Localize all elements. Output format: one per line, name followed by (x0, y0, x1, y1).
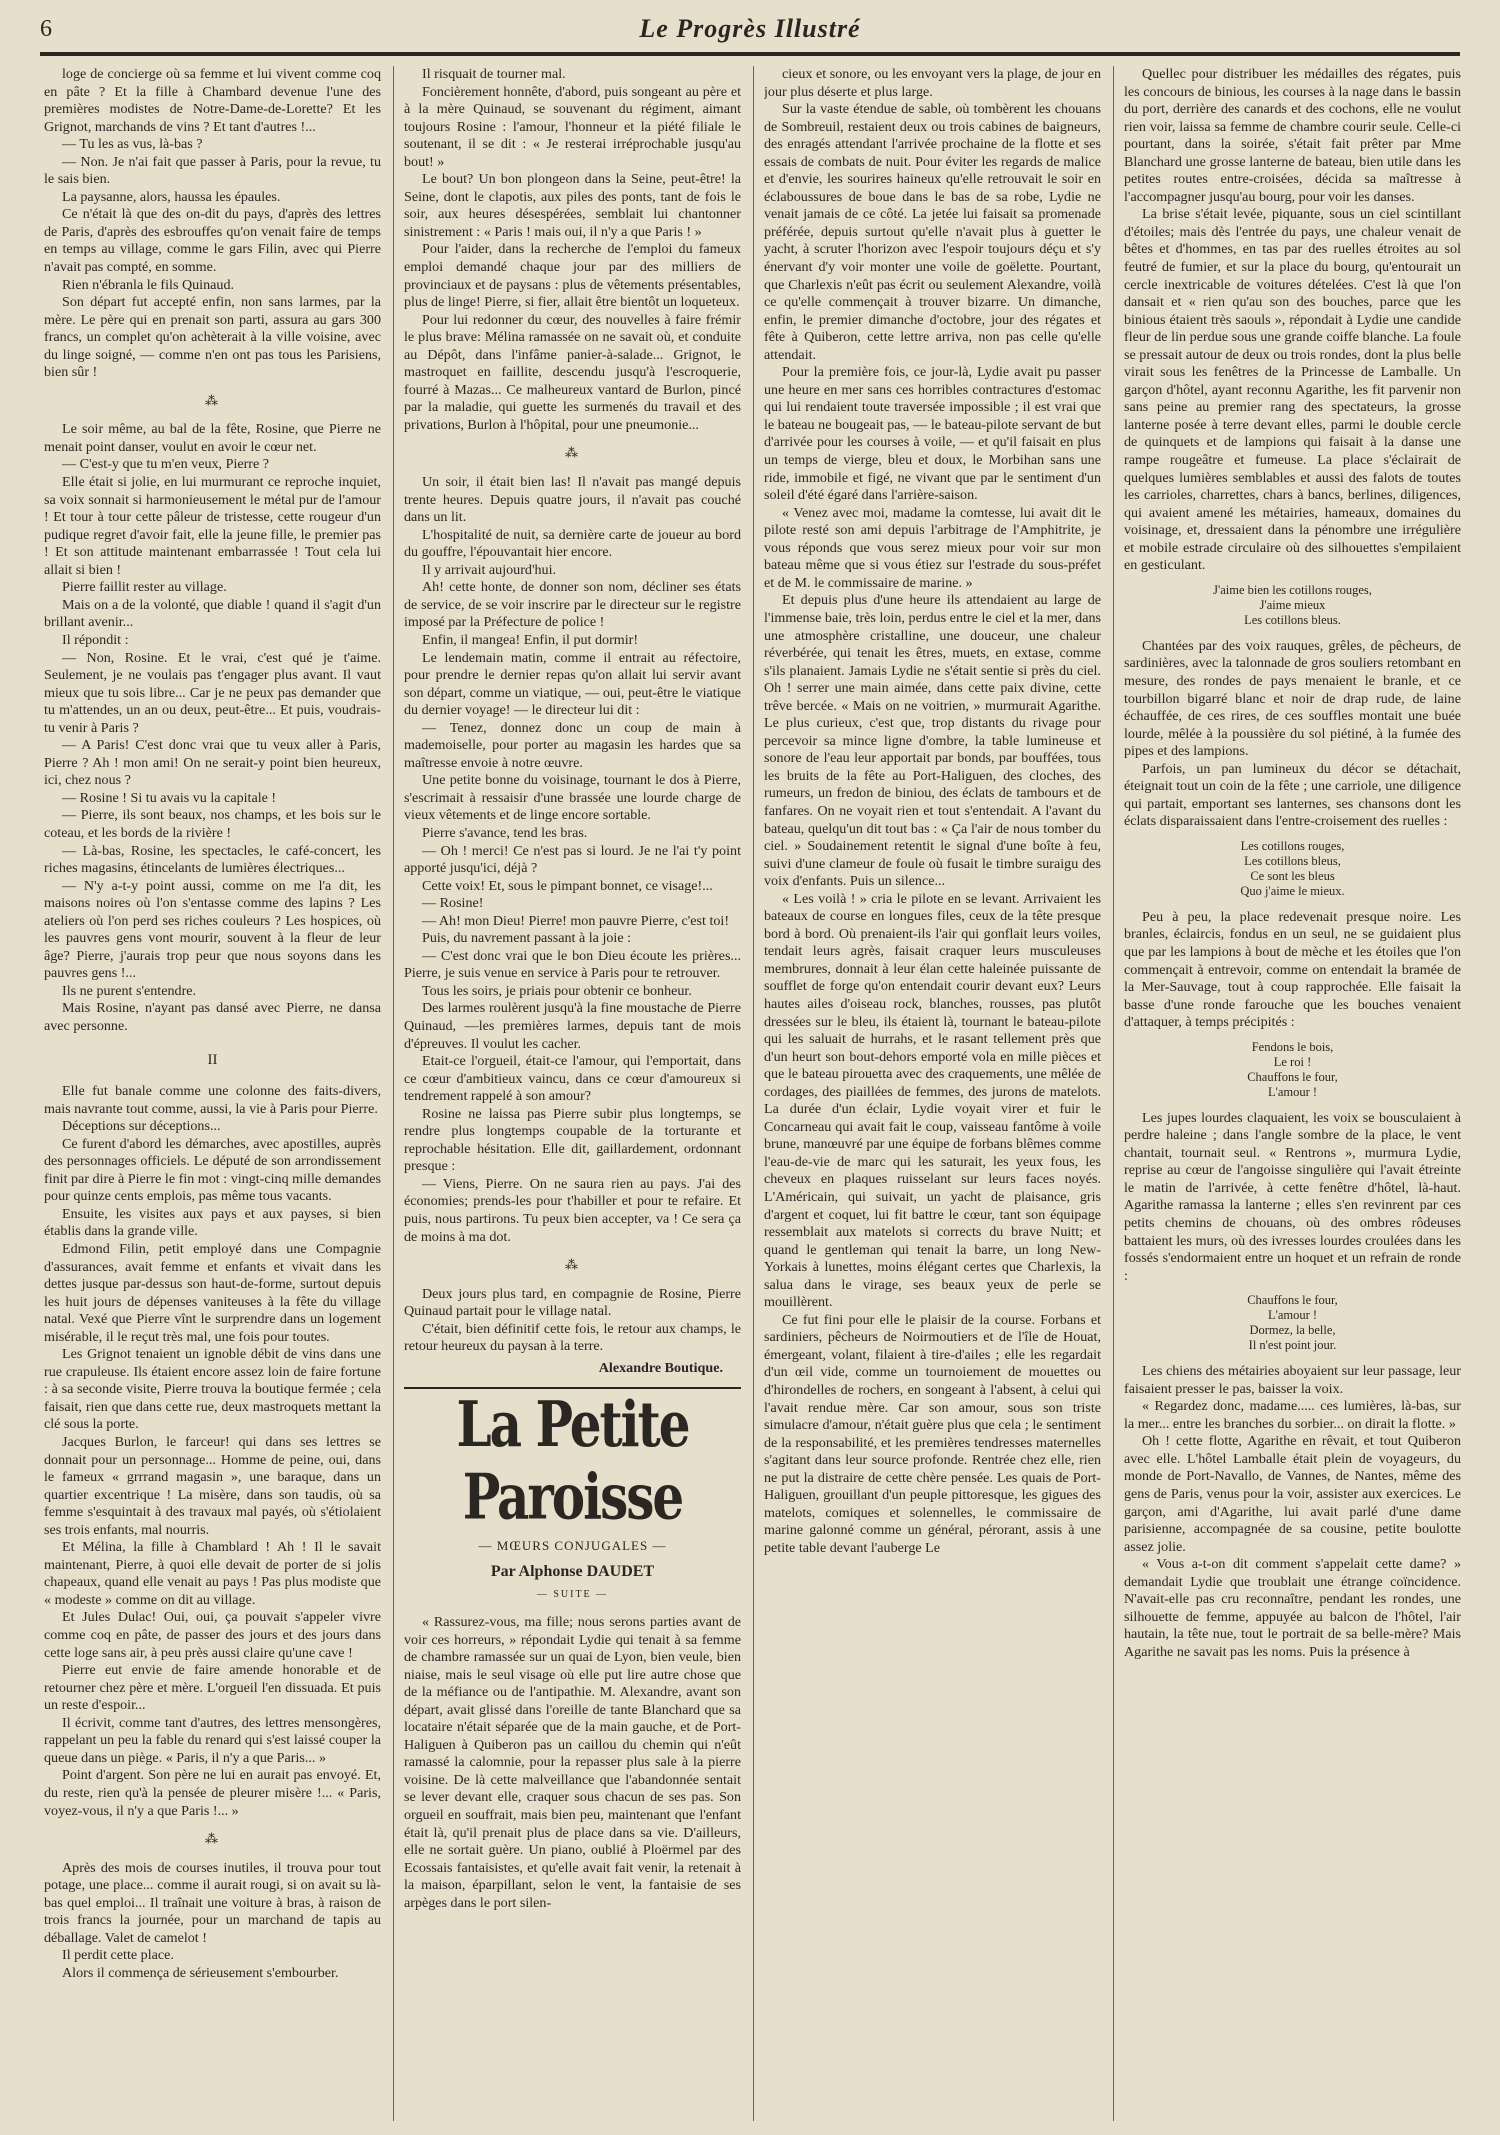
author-signature: Alexandre Boutique. (598, 1359, 723, 1376)
paragraph: Pour lui redonner du cœur, des nouvelles à faire frémir le plus brave: Mélina ramassée on ne savait où, et conduite au Dépôt, dans l'infâme panier-à-salade... Grignot, le mastroquet en faillite, descendu jusqu'à l'escroquerie, fourré à Mazas... Ce malheureux vantard de Burlon, pincé par la maladie, qui guette les surmenés du travail et des privations, Burlon à l'hôpital, pour une pneumonie... (404, 311, 741, 433)
paragraph: Et Jules Dulac! Oui, oui, ça pouvait s'appeler vivre comme coq en pâte, de passer des jours et des jours dans cette loge sans air, à peu près aussi claire qu'une cave ! (44, 1609, 381, 1661)
paragraph: Pierre faillit rester au village. (62, 579, 227, 596)
paragraph: « Les voilà ! » cria le pilote en se levant. Arrivaient les bateaux de course en longues files, ceux de la tête presque bord à bord. Où prenaient-ils l'air qui gonflait leurs voiles, tendait leurs agrès, faisait craquer leurs musculeuses membrures, donnait à leur élan cette haleinée puissante de soufflet de forge qu'on entendait courir devant eux? Leurs hautes ailes d'oiseau rock, blanches, rousses, pas plutôt dressées sur le bleu, ils étaient là, tournant le bateau-pilote qui les saluait de hurrahs, et le rasant tellement près que d'un heurt son bout-dehors emporté vola en mille pièces et que le bateau pirouetta avec des craquements, une mêlée de cordages, des piaillées de femmes, des jurons de matelots. La durée d'un éclair, Lydie voyait virer et fuir le Concarneau qui avait fait le coup, vaisseau fantôme à voile brune, manœuvré par une équipe de forbans blêmes comme l'eau-de-vie de marc qui les saturait, les yeux fous, les cheveux en plaques ruisselant sur leurs faces noyés. L'Américain, qui suivait, un yacht de plaisance, gris d'argent et coquet, lui fit battre le cœur, tant son équipage ressemblait aux matelots si corrects du brave Nuitt; et quand le gentleman qui tenait la barre, un long New-Yorkais à lunettes, moins élégant certes que Charlexis, la salua dans le virage, ses beaux yeux de perle se mouillèrent. (764, 890, 1101, 1311)
paragraph: Foncièrement honnête, d'abord, puis songeant au père et à la mère Quinaud, se souvenant du régiment, aimant toujours Rosine : l'amour, l'honneur et la piété filiale le soutenant, il se dit : « Je resterai irréprochable jusqu'au bout! » (404, 83, 741, 170)
verse-line: Dormez, la belle, (1249, 1323, 1336, 1338)
column-3 (764, 66, 1101, 2121)
paragraph: Pour la première fois, ce jour-là, Lydie avait pu passer une heure en mer sans ces horribles contractures d'estomac qui lui rendaient toute traversée impossible ; il est vrai que le bateau ne bougeait pas, — le bateau-pilote servant de but d'arrivée pour les courses à voile, — et qu'il faisait en plus un temps de vierge, bleu et doux, le Morbihan sans une ride, immobile et figé, ne vivant que par le sentiment d'un soleil d'été égaré dans l'arrière-saison. (764, 364, 1101, 504)
feuilleton-subtitle: — MŒURS CONJUGALES — (478, 1538, 667, 1554)
paragraph: — Non, Rosine. Et le vrai, c'est qué je t'aime. Seulement, je ne voulais pas t'engager plus avant. Il vaut mieux que tu sois libre... Car je ne peux pas demander que tu m'attendes, un an ou deux, peut-être... Et puis, voudrais-tu venir à Paris ? (44, 649, 381, 736)
paragraph: Cette voix! Et, sous le pimpant bonnet, ce visage!... (422, 877, 713, 894)
paragraph: Le soir même, au bal de la fête, Rosine, que Pierre ne menait point danser, voulut en avoir le cœur net. (44, 421, 381, 455)
verse-line: Ce sont les bleus (1250, 868, 1335, 883)
paragraph: Elle fut banale comme une colonne des faits-divers, mais navrante tout comme, aussi, la vie à Paris pour Pierre. (44, 1083, 381, 1117)
song-verse (1124, 583, 1461, 628)
paragraph: Une petite bonne du voisinage, tournant le dos à Pierre, s'escrimait à ressaisir d'une brassée une lourde charge de vieux vêtements et de linge encore sortable. (404, 772, 741, 824)
paragraph: — C'est donc vrai que le bon Dieu écoute les prières... Pierre, je suis venue en service à Paris pour te retrouver. (404, 947, 741, 982)
paragraph: Ce n'était là que des on-dit du pays, d'après des lettres de Paris, d'après des esbrouffes qu'on venait faire de temps en temps au village, comme le gars Filin, avec qui Pierre n'avait pas compté, en somme. (44, 206, 381, 276)
header-rule (40, 52, 1460, 56)
paragraph: Il répondit : (62, 631, 129, 648)
verse-line: Chauffons le four, (1247, 1293, 1338, 1308)
paragraph: — C'est-y que tu m'en veux, Pierre ? (62, 456, 270, 473)
paragraph: « Regardez donc, madame..... ces lumières, là-bas, sur la mer... entre les branches du sorbier... on dirait la flotte. » (1124, 1398, 1461, 1432)
story-part-2 (44, 421, 381, 1035)
column-4 (1124, 66, 1461, 2121)
paragraph: — Oh ! merci! Ce n'est pas si lourd. Je ne l'ai t'y point apporté jusqu'ici, déjà ? (404, 842, 741, 877)
paragraph: Ensuite, les visites aux pays et aux payses, si bien établis dans la grande ville. (44, 1205, 381, 1240)
paragraph: — Non. Je n'ai fait que passer à Paris, pour la revue, tu le sais bien. (44, 153, 381, 188)
paragraph: — Pierre, ils sont beaux, nos champs, et les bois sur le coteau, et les bords de la rivière ! (44, 807, 381, 841)
page-header (40, 10, 1460, 54)
paragraph: La paysanne, alors, haussa les épaules. (62, 188, 281, 205)
verse-line: Fendons le bois, (1251, 1039, 1334, 1054)
paragraph: Il risquait de tourner mal. (422, 66, 566, 82)
paragraph: Oh ! cette flotte, Agarithe en rêvait, et tout Quiberon avec elle. L'hôtel Lamballe était plein de voyageurs, du monde de Port-Navallo, de Vannes, de Nantes, même des gens de Paris, venus pour la voir, assister aux exercices. Le garçon, ami d'Agarithe, lui avait parlé d'une dame parisienne, accompagnée de sa cousine, petite boulotte assez jolie. (1124, 1433, 1461, 1555)
verse-line: L'amour ! (1267, 1308, 1318, 1323)
column-rule (753, 66, 754, 2121)
paragraph: Edmond Filin, petit employé dans une Compagnie d'assurances, avait femme et enfants et vivait dans les dettes jusque par-dessus son haut-de-forme, surtout depuis les huit jours de dépenses vaniteuses à la fête du village natal. Vexé que Pierre vînt le surprendre dans un logement misérable, il le reçut très mal, une fois pour toutes. (44, 1241, 381, 1345)
page-number: 6 (40, 16, 52, 42)
paragraph: Ce fut fini pour elle le plaisir de la course. Forbans et sardiniers, pêcheurs de Noirmoutiers et de l'île de Houat, émergeant, volant, filaient à tire-d'ailes ; elle les regardait d'un œil vide, comme un tournoiement de mouettes ou d'hirondelles de rochers, en songeant à l'absent, à celui qui l'avait rendue mère. Car son amour, sous son triste simulacre d'amour, n'était guère plus que cela ; le sentiment de la responsabilité, et les premières tendresses maternelles s'agitant dans leur source profonde. Rentrée chez elle, rien ne put la distraire de cette chère pensée. Les quais de Port-Haliguen, grouillant d'un peuple pittoresque, les gigues des matelots, comiques et solennelles, le commissaire de marine galonné comme un général, pérorant, assis à une petite table devant l'auberge Le (764, 1311, 1101, 1556)
verse-line: Les cotillons bleus, (1244, 853, 1341, 868)
paragraph: Il y arrivait aujourd'hui. (422, 561, 557, 578)
paragraph: Le lendemain matin, comme il entrait au réfectoire, pour prendre le dernier repas qu'on allait lui servir avant son départ, comme un viatique, — oui, peut-être le viatique du dernier voyage! — le directeur lui dit : (404, 649, 741, 719)
paragraph: Rien n'ébranla le fils Quinaud. (62, 276, 235, 293)
paragraph: Enfin, il mangea! Enfin, il put dormir! (422, 631, 639, 648)
section-stars: ⁂ (565, 445, 580, 461)
paragraph: Peu à peu, la place redevenait presque noire. Les branles, éclaircis, fondus en un seul, ne se guidaient plus que par les lampions à bout de mèche et les étoiles que l'on commençait à entrevoir, comme on entendait la bramée de la Mer-Sauvage, tout à coup rapprochée. Elle faisait la basse d'une ronde farouche que les bouches venaient d'attaquer, à temps précipités : (1124, 908, 1461, 1031)
paragraph: L'hospitalité de nuit, sa dernière carte de joueur au bord du gouffre, l'épouvantait hier encore. (404, 526, 741, 561)
paragraph: loge de concierge où sa femme et lui vivent comme coq en pâte ? Et la fille à Chambard devenue l'une des premières modistes de Notre-Dame-de-Lorette? Et les Grignot, marchands de vins ? Et tant d'autres !... (44, 66, 381, 135)
feuilleton-text (404, 1614, 741, 1912)
paragraph: Son départ fut accepté enfin, non sans larmes, par la mère. Le père qui en prenait son parti, assura au gars 300 francs, un complet qu'on achèterait à la ville voisine, avec du linge soigné, — comme n'en ont pas tous les Parisiens, bien sûr ! (44, 294, 381, 381)
verse-line: Les cotillons bleus. (1244, 612, 1341, 627)
paragraph: Ce furent d'abord les démarches, avec apostilles, auprès des personnages officiels. Le député de son arrondissement finit par dire à Pierre le fin mot : vingt-cinq mille demandes pour quinze cents emplois, pas même tous vacants. (44, 1135, 381, 1205)
paragraph: Sur la vaste étendue de sable, où tombèrent les chouans de Sombreuil, restaient deux ou trois cabines de baigneurs, des enragés attendant l'arrivée prochaine de la flotte et ses essais de combats de nuit. Pour éviter les regards de malice et d'envie, les sourires haineux qu'elle retrouvait le soir en éclaboussures de boue dans le bas de sa robe, Lydie ne venait jamais de ce côté. La jetée lui faisait sa promenade préférée, depuis surtout qu'elle n'avait plus à guetter le yacht, à scruter l'horizon avec l'espoir toujours déçu et s'y énervant d'y voir monter une voile de goëlette. Pourtant, que Charlexis n'eût pas écrit ou seulement Alexandre, voilà ce qu'elle commençait à trouver bizarre. Un dimanche, enfin, le premier dimanche d'octobre, jour des régates et fête à Quiberon, cette lettre arriva, non pas celle qu'elle attendait. (764, 101, 1101, 363)
section-stars: ⁂ (205, 392, 220, 408)
paragraph: Et Mélina, la fille à Chamblard ! Ah ! Il le savait maintenant, Pierre, à quoi elle devait de porter de si jolis chapeaux, quand elle venait au pays ! Pas plus modiste que « modeste » comme on dit au village. (44, 1539, 381, 1608)
paragraph: Un soir, il était bien las! Il n'avait pas mangé depuis trente heures. Depuis quatre jours, il n'avait pas couché dans un lit. (404, 474, 741, 526)
verse-line: Les cotillons rouges, (1240, 838, 1345, 853)
column-rule (393, 66, 394, 2121)
paragraph: — Rosine ! Si tu avais vu la capitale ! (62, 789, 277, 806)
paragraph: Les Grignot tenaient un ignoble débit de vins dans une rue crapuleuse. Ils étaient encore assez loin de faire fortune : à sa seconde visite, Pierre trouva la boutique fermée ; cela faisait, rien que dans cette rue, deux mastroquets mettant la clé sous la porte. (44, 1346, 381, 1433)
paragraph: — N'y a-t-y point aussi, comme on me l'a dit, les maisons noires où l'on s'entasse comme des lapins ? Les ateliers où l'on perd ses riches couleurs ? Les hospices, où les pauvres gens vont mourir, souvent à la fleur de leur âge? Pierre, j'aurais trop peur que nous soyons dans les pauvres gens !... (44, 877, 381, 982)
paragraph: cieux et sonore, ou les envoyant vers la plage, de jour en jour plus déserte et plus large. (764, 66, 1101, 100)
paragraph: Rosine ne laissa pas Pierre subir plus longtemps, se rendre plus longtemps coupable de la torturante et reprochable hésitation. Elle dit, gaillardement, ordonnant presque : (404, 1105, 741, 1175)
feuilleton-suite: — SUITE — (536, 1589, 609, 1601)
verse-line: Quo j'aime le mieux. (1240, 883, 1345, 898)
paragraph: Alors il commença de sérieusement s'embourber. (62, 1964, 339, 1981)
paragraph: C'était, bien définitif cette fois, le retour aux champs, le retour heureux du paysan à la terre. (404, 1320, 741, 1355)
song-verse (1124, 1293, 1461, 1353)
paragraph: « Vous a-t-on dit comment s'appelait cette dame? » demandait Lydie que troublait une étrange coïncidence. N'avait-elle pas cru reconnaître, pendant les rondes, une silhouette de femme, appuyée au balcon de l'hôtel, l'air hautain, la tête nue, tout le portrait de sa belle-mère? Mais Agarithe ne savait pas les noms. Puis la présence à (1124, 1556, 1461, 1660)
paragraph: — A Paris! C'est donc vrai que tu veux aller à Paris, Pierre ? Ah ! mon ami! On ne serait-y point bien heureux, ici, chez nous ? (44, 737, 381, 789)
story-part-5 (404, 66, 741, 434)
paragraph: Des larmes roulèrent jusqu'à la fine moustache de Pierre Quinaud, —les premières larmes, depuis tant de mois d'épreuves. Il voulut les cacher. (404, 1000, 741, 1052)
story-part-7 (404, 1286, 741, 1356)
column-rule (1113, 66, 1114, 2121)
paragraph: Tous les soirs, je priais pour obtenir ce bonheur. (422, 982, 692, 999)
song-verse (1124, 839, 1461, 899)
masthead: Le Progrès Illustré (639, 14, 861, 43)
paragraph: — Tenez, donnez donc un coup de main à mademoiselle, pour porter au magasin les hardes que sa maîtresse envoie à notre œuvre. (404, 719, 741, 771)
feuilleton-author: Par Alphonse DAUDET (490, 1562, 655, 1580)
section-number: II (207, 1051, 218, 1068)
paragraph: Pierre s'avance, tend les bras. (422, 824, 588, 841)
paragraph: Les chiens des métairies aboyaient sur leur passage, leur faisaient presser le pas, baisser la voix. (1124, 1363, 1461, 1397)
paragraph: Le bout? Un bon plongeon dans la Seine, peut-être! la Seine, dont le clapotis, aux piles des ponts, tant de fois le soir, aux heures désespérées, semblait lui chantonner sinistrement : « Paris ! mais oui, il n'y a que Paris ! » (404, 171, 741, 240)
paragraph: Pierre eut envie de faire amende honorable et de retourner chez père et mère. L'orgueil l'en dissuada. Et puis un reste d'espoir... (44, 1662, 381, 1714)
column-2 (404, 66, 741, 2121)
song-verse (1124, 1040, 1461, 1100)
feuilleton-title: La Petite Paroisse (456, 1387, 689, 1534)
story-part-4 (44, 1860, 381, 1983)
verse-line: J'aime mieux (1259, 597, 1326, 612)
paragraph: Il écrivit, comme tant d'autres, des lettres mensongères, rappelant un peu la fable du renard qui s'est laissé couper la queue dans un piège. « Paris, il n'y a que Paris... » (44, 1714, 381, 1766)
paragraph: — Là-bas, Rosine, les spectacles, le café-concert, les riches magasins, étincelants de lumières électriques... (44, 842, 381, 877)
paragraph: Jacques Burlon, le farceur! qui dans ses lettres se donnait pour un personnage... Homme de peine, oui, dans le fameux « grrrand magasin », une baraque, dans un quartier excentrique ! La misère, dans son taudis, où sa femme s'esquintait à des travaux mal payés, où s'étiolaient ses trois enfants, mal nourris. (44, 1434, 381, 1538)
section-stars: ⁂ (205, 1831, 220, 1847)
verse-line: J'aime bien les cotillons rouges, (1213, 582, 1372, 597)
paragraph: — Viens, Pierre. On ne saura rien au pays. J'ai des économies; prends-les pour t'habiller et pour te refaire. Et puis, nous partirons. Tu peux bien accepter, va ! Ce sera ça de moins à ma dot. (404, 1175, 741, 1245)
paragraph: Pour l'aider, dans la recherche de l'emploi du fameux emploi demandé chaque jour par des milliers de provinciaux et de paysans : plus de vêtements présentables, plus de linge! Pierre, si fier, allait être bientôt un loqueteux. (404, 241, 741, 311)
paragraph: La brise s'était levée, piquante, sous un ciel scintillant d'étoiles; mais dès l'entrée du pays, une chaleur venait de bêtes et d'hommes, en tas par des ruelles étroites au sol feutré de fumier, et sur la place du bourg, qu'entourait un cercle inextricable de voitures dételées. C'est là que l'on dansait et « rien qu'au son des bouches, parce que les binious étaient très saouls », répondait à Lydie une candide fleur de lin perdue sous une grande coiffe blanche. La foule se pressait autour de deux ou trois rondes, dont la plus belle virait sous les fenêtres de la Princesse de Lamballe. Un garçon d'hôtel, ayant reconnu Agarithe, les fit parvenir non sans peine au premier rang des spectateurs, la grosse lanterne posée à terre devant elles, parmi le double cercle de quinquets et de lampions qui faisait à la danse une rampe rougeâtre et fumeuse. La place s'éclairait de quelques lumières semblables et aussi des falots de toutes les carrioles, charrettes, chars à bancs, berlines, diligences, qui avaient amené les métairies, hameaux, domaines du voisinage, et, dressaient dans la pénombre une irrégulière et mobile estrade circulaire où des silhouettes s'empilaient en gesticulant. (1124, 206, 1461, 574)
paragraph: « Venez avec moi, madame la comtesse, lui avait dit le pilote resté son ami depuis l'arbitrage de l'Amphitrite, je vous réponds que vous serez mieux pour voir sur mon bateau même que si vous étiez sur l'estrade du sous-préfet et de M. le commissaire de marine. » (764, 504, 1101, 591)
paragraph: — Tu les as vus, là-bas ? (62, 136, 203, 153)
paragraph: Déceptions sur déceptions... (62, 1118, 221, 1135)
paragraph: Mais on a de la volonté, que diable ! quand il s'agit d'un brillant avenir... (44, 596, 381, 631)
paragraph: Chantées par des voix rauques, grêles, de pêcheurs, de sardinières, avec la talonnade de gros souliers retombant en mesure, des rondes de pays menaient le branle, et ce tourbillon bigarré blanc et noir de drap rude, de laine échauffée, de ces rires, de ces souffles montait une buée lourde, mêlée à la poussière du sol piétiné, à la fumée des pipes et des lampions. (1124, 637, 1461, 760)
paragraph: « Rassurez-vous, ma fille; nous serons parties avant de voir ces horreurs, » répondait Lydie qui tenait à sa femme de chambre ramassée sur un quai de Lyon, bien veule, bien niaise, mais le seul visage où elle put lire autre chose que de la méfiance ou de l'antipathie. M. Alexandre, avant son départ, avait glissé dans l'oreille de tante Blanchard que sa locataire n'était séparée que de la main gauche, et de Port-Haliguen à Quiberon pas un caillou du chemin qui n'eût ramassé la calomnie, pour la repasser plus sale à la pierre voisine. De là cette malveillance que l'abandonnée sentait se lever devant elle, craquer sous chacun de ses pas. Son orgueil en souffrait, mais bien peu, maintenant que l'enfant était là, qu'il prenait plus de place dans sa vie. D'ailleurs, elle ne sortait guère. Un piano, oublié à Ploërmel par des Ecossais fantaisistes, et qu'elle avait fait venir, la retenait à la maison, éparpillant, selon le vent, la fantaisie de ses arpèges dans le port silen- (404, 1614, 741, 1911)
story-part-3 (44, 1083, 381, 1820)
story-part-6 (404, 474, 741, 1246)
paragraph: — Rosine! (422, 895, 484, 912)
paragraph: Ah! cette honte, de donner son nom, décliner ses états de service, de se voir inscrire par le directeur sur le registre imposé par la Préfecture de police ! (404, 579, 741, 631)
paragraph: Point d'argent. Son père ne lui en aurait pas envoyé. Et, du reste, rien qu'à la pensée de pleurer misère !... « Paris, voyez-vous, il n'y a que Paris !... » (44, 1767, 381, 1819)
paragraph: Quellec pour distribuer les médailles des régates, puis les concours de binious, les courses à la nage dans le bassin du port, derrière des canards et des cochons, elle ne voulut rien voir, laissa sa femme de chambre courir seule. Celle-ci pourtant, dans la soirée, s'était fait prêter par Mme Blanchard une grosse lanterne de bateau, bien utile dans les petites routes entre-croisées, décida sa maîtresse à l'accompagner jusqu'au bourg, pour voir les danses. (1124, 66, 1461, 205)
paragraph: Il perdit cette place. (62, 1947, 174, 1964)
paragraph: Après des mois de courses inutiles, il trouva pour tout potage, une place... comme il aurait rougi, si on avait su là-bas quel emploi... Il traînait une voiture à bras, à raison de trois francs la journée, pour un marchand de tapis au déballage. Valet de camelot ! (44, 1859, 381, 1946)
paragraph: Elle était si jolie, en lui murmurant ce reproche inquiet, sa voix sonnait si harmonieusement le métal pur de l'amour ! Et tour à tour cette pâleur de tristesse, cette rougeur d'un pudique regret d'avoir fait, elle la jeune fille, le premier pas ! Et son attitude maintenant embarrassée ! Tout cela lui allait si bien ! (44, 474, 381, 578)
paragraph: Deux jours plus tard, en compagnie de Rosine, Pierre Quinaud partait pour le village natal. (404, 1285, 741, 1320)
verse-line: Il n'est point jour. (1248, 1338, 1337, 1353)
section-stars: ⁂ (565, 1257, 580, 1273)
paragraph: Ils ne purent s'entendre. (62, 982, 197, 999)
paragraph: Les jupes lourdes claquaient, les voix se bousculaient à perdre haleine ; dans l'angle sombre de la place, le vent chantait, tournait seul. « Rentrons », murmura Lydie, reprise au cœur de l'angoisse singulière qui l'avait étreinte le matin de l'arrivée, à cette fenêtre d'hôtel, là-haut. Agarithe ramassa la lanterne ; elles s'en revinrent par ces petits chemins de chouans, où des ombres rôdeuses battaient les murs, où des ivresses lourdes croulées dans les fossés s'endormaient entre un hoquet et un refrain de ronde : (1124, 1109, 1461, 1284)
verse-line: Chauffons le four, (1247, 1069, 1338, 1084)
story-part-1 (44, 66, 381, 382)
verse-line: Le roi ! (1273, 1054, 1312, 1069)
paragraph: Etait-ce l'orgueil, était-ce l'amour, qui l'emportait, dans ce cœur d'ambitieux vaincu, dans ce cœur d'amoureux si tendrement rappelé à son amour? (404, 1053, 741, 1105)
verse-line: L'amour ! (1267, 1084, 1318, 1099)
paragraph: Parfois, un pan lumineux du décor se détachait, éteignait tout un coin de la fête ; une carriole, une diligence qui partait, emportant ses lanternes, ses chansons dont les éclats disparaissaient dans l'entre-croisement des ruelles : (1124, 760, 1461, 830)
paragraph: — Ah! mon Dieu! Pierre! mon pauvre Pierre, c'est toi! (422, 912, 730, 929)
paragraph: Puis, du navrement passant à la joie : (422, 930, 632, 947)
column-1 (44, 66, 381, 2121)
paragraph: Mais Rosine, n'ayant pas dansé avec Pierre, ne dansa avec personne. (44, 1000, 381, 1034)
paragraph: Et depuis plus d'une heure ils attendaient au large de l'immense baie, très loin, perdus entre le ciel et la mer, dans une atmosphère cristalline, une douceur, une chaleur réverbérée, qui tenait les êtres, muets, en extase, comme s'ils planaient. Jamais Lydie ne s'était sentie si près du ciel. Oh ! serrer une main aimée, dans cette paix divine, cette trêve bercée. « Mais on ne voitrien, » murmurait Agarithe. Le plus curieux, c'est que, trop distants du rivage pour percevoir sa mince ligne d'ombre, la table lumineuse et sonore de l'eau leur apportait par bonds, par bouffées, tous les bruits de la fête au Port-Haliguen, des cloches, des rumeurs, un fredon de biniou, des éclats de tambours et de fanfares. On ne voyait rien et tout s'entendait. A l'avant du bateau, quelqu'un dit tout bas : « Ça l'air de nous tomber du ciel. » Soudainement retentit le signal d'une boîte à feu, suivi d'une clameur de foule où fusait le timbre suraigu des voix d'enfants. Puis un silence... (764, 592, 1101, 890)
